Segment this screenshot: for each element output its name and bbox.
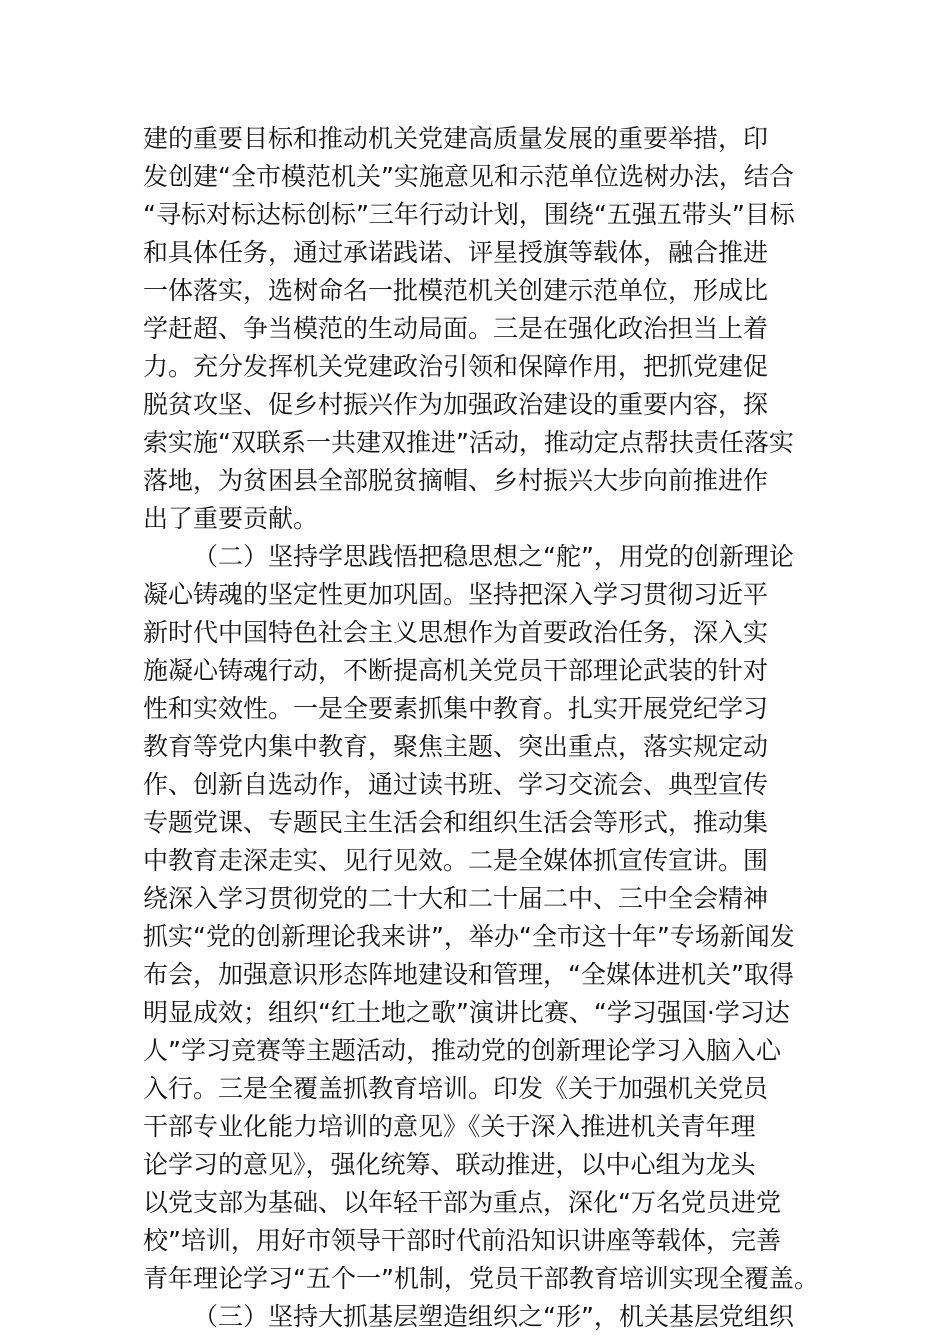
text-line: 以党支部为基础、以年轻干部为重点，深化“万名党员进党 bbox=[143, 1188, 781, 1217]
text-line: 和具体任务，通过承诺践诺、评星授旗等载体，融合推进 bbox=[143, 238, 769, 267]
text-line: 干部专业化能力培训的意见》《关于深入推进机关青年理 bbox=[143, 1112, 756, 1141]
text-line: 作、创新自选动作，通过读书班、学习交流会、典型宣传 bbox=[143, 770, 769, 799]
text-line: 施凝心铸魂行动，不断提高机关党员干部理论武装的针对 bbox=[143, 656, 769, 685]
text-line: 专题党课、专题民主生活会和组织生活会等形式，推动集 bbox=[143, 808, 769, 837]
paragraph-heading-line: （二）坚持学思践悟把稳思想之“舵”，用党的创新理论 bbox=[193, 542, 794, 571]
text-line: 新时代中国特色社会主义思想作为首要政治任务，深入实 bbox=[143, 618, 769, 647]
text-line: 中教育走深走实、见行见效。二是全媒体抓宣传宣讲。围 bbox=[143, 846, 769, 875]
text-line: “寻标对标达标创标”三年行动计划，围绕“五强五带头”目标 bbox=[143, 200, 795, 229]
text-line: 力。充分发挥机关党建政治引领和保障作用，把抓党建促 bbox=[143, 352, 769, 381]
text-line: 一体落实，选树命名一批模范机关创建示范单位，形成比 bbox=[143, 276, 769, 305]
text-line: 入行。三是全覆盖抓教育培训。印发《关于加强机关党员 bbox=[143, 1074, 769, 1103]
text-line: 布会，加强意识形态阵地建设和管理，“全媒体进机关”取得 bbox=[143, 960, 794, 989]
text-line: 脱贫攻坚、促乡村振兴作为加强政治建设的重要内容，探 bbox=[143, 390, 769, 419]
text-line: 校”培训，用好市领导干部时代前沿知识讲座等载体，完善 bbox=[143, 1226, 781, 1255]
text-line: 索实施“双联系一共建双推进”活动，推动定点帮扶责任落实 bbox=[143, 428, 794, 457]
text-line: 建的重要目标和推动机关党建高质量发展的重要举措，印 bbox=[143, 124, 769, 153]
text-line: 绕深入学习贯彻党的二十大和二十届二中、三中全会精神 bbox=[143, 884, 769, 913]
paragraph-heading-line: （三）坚持大抓基层塑造组织之“形”，机关基层党组织 bbox=[193, 1302, 794, 1331]
text-line: 抓实“党的创新理论我来讲”，举办“全市这十年”专场新闻发 bbox=[143, 922, 795, 951]
text-line: 落地，为贫困县全部脱贫摘帽、乡村振兴大步向前推进作 bbox=[143, 466, 769, 495]
text-line: 教育等党内集中教育，聚焦主题、突出重点，落实规定动 bbox=[143, 732, 769, 761]
text-line: 论学习的意见》，强化统筹、联动推进，以中心组为龙头 bbox=[143, 1150, 756, 1179]
text-line: 学赶超、争当模范的生动局面。三是在强化政治担当上着 bbox=[143, 314, 769, 343]
text-line: 发创建“全市模范机关”实施意见和示范单位选树办法，结合 bbox=[143, 162, 794, 191]
text-line: 性和实效性。一是全要素抓集中教育。扎实开展党纪学习 bbox=[143, 694, 769, 723]
text-line: 青年理论学习“五个一”机制，党员干部教育培训实现全覆盖。 bbox=[143, 1264, 819, 1293]
text-line: 出了重要贡献。 bbox=[143, 504, 319, 533]
text-line: 明显成效；组织“红土地之歌”演讲比赛、“学习强国·学习达 bbox=[143, 998, 790, 1027]
text-line: 凝心铸魂的坚定性更加巩固。坚持把深入学习贯彻习近平 bbox=[143, 580, 769, 609]
text-line: 人”学习竞赛等主题活动，推动党的创新理论学习入脑入心 bbox=[143, 1036, 781, 1065]
